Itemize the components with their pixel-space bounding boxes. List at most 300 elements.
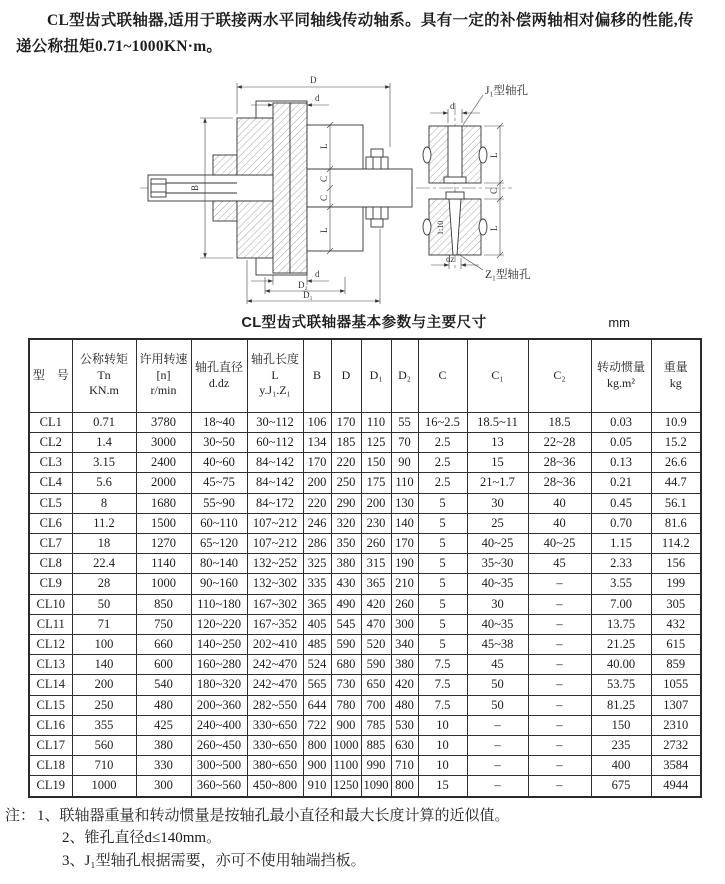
table-cell: CL9 — [29, 574, 72, 594]
table-cell: CL17 — [29, 735, 72, 755]
table-cell: CL12 — [29, 634, 72, 654]
table-cell: 28~36 — [528, 453, 591, 473]
table-cell: 132~252 — [247, 554, 303, 574]
table-cell: 132~302 — [247, 574, 303, 594]
table-cell: 1.4 — [72, 432, 136, 452]
column-header: D₁ — [361, 339, 391, 413]
table-cell: 30 — [467, 594, 528, 614]
table-cell: 7.00 — [591, 594, 651, 614]
table-cell: 330~650 — [247, 735, 303, 755]
table-cell: 700 — [361, 695, 391, 715]
table-cell: 480 — [136, 695, 191, 715]
table-cell: 300~500 — [191, 756, 247, 776]
table-cell: 730 — [331, 675, 361, 695]
table-cell: 40 — [528, 513, 591, 533]
table-cell: 260 — [361, 533, 391, 553]
table-cell: 780 — [331, 695, 361, 715]
table-cell: 530 — [391, 715, 418, 735]
table-cell: 644 — [303, 695, 331, 715]
table-cell: 15.2 — [651, 432, 701, 452]
table-cell: 380 — [136, 735, 191, 755]
table-cell: 84~142 — [247, 453, 303, 473]
table-cell: 134 — [303, 432, 331, 452]
table-cell: 120~220 — [191, 614, 247, 634]
table-cell: 2.33 — [591, 554, 651, 574]
table-cell: 10 — [418, 756, 467, 776]
table-cell: – — [528, 735, 591, 755]
table-cell: CL13 — [29, 655, 72, 675]
table-row — [29, 574, 701, 594]
table-cell: 60~110 — [191, 513, 247, 533]
table-body — [29, 412, 701, 796]
table-cell: 50 — [467, 695, 528, 715]
table-cell: 0.70 — [591, 513, 651, 533]
table-cell: 246 — [303, 513, 331, 533]
table-cell: – — [528, 594, 591, 614]
table-cell: 45 — [467, 655, 528, 675]
table-row — [29, 533, 701, 553]
table-cell: 660 — [136, 634, 191, 654]
table-cell: 315 — [361, 554, 391, 574]
j1-hole-label: J₁型轴孔 — [485, 84, 528, 97]
table-cell: 110~180 — [191, 594, 247, 614]
table-cell: 16~2.5 — [418, 412, 467, 432]
intro-paragraph: CL型齿式联轴器,适用于联接两水平同轴线传动轴系。具有一定的补偿两轴相对偏移的性能,传递公称扭矩0.71~1000KN·m。 — [16, 12, 694, 56]
dim-label-d-bottom: d — [315, 268, 320, 279]
table-cell: CL8 — [29, 554, 72, 574]
table-cell: 40 — [528, 493, 591, 513]
dim-label-C2: C — [319, 194, 329, 201]
table-cell: CL10 — [29, 594, 72, 614]
table-cell: 1680 — [136, 493, 191, 513]
column-header: 许用转速 [n] r/min — [136, 339, 191, 413]
table-cell: 520 — [361, 634, 391, 654]
table-cell: 170 — [303, 453, 331, 473]
table-cell: 282~550 — [247, 695, 303, 715]
table-cell: 5 — [418, 554, 467, 574]
column-header: 轴孔长度 L y.J₁.Z₁ — [247, 339, 303, 413]
table-cell: 100 — [72, 634, 136, 654]
note-line — [5, 805, 725, 828]
table-cell: 300 — [136, 776, 191, 797]
table-cell: 785 — [361, 715, 391, 735]
notes-label: 注： — [5, 807, 36, 824]
table-cell: – — [528, 675, 591, 695]
table-cell: CL1 — [29, 412, 72, 432]
table-cell: 3584 — [651, 756, 701, 776]
table-cell: 18.5 — [528, 412, 591, 432]
table-cell: 615 — [651, 634, 701, 654]
table-cell: 107~212 — [247, 513, 303, 533]
table-cell: 0.05 — [591, 432, 651, 452]
table-cell: 432 — [651, 614, 701, 634]
table-cell: 7.5 — [418, 655, 467, 675]
table-cell: 524 — [303, 655, 331, 675]
table-cell: 3000 — [136, 432, 191, 452]
column-header: 公称转矩 Tn KN.m — [72, 339, 136, 413]
diagram-area — [0, 63, 725, 310]
parameters-table — [28, 338, 702, 798]
table-cell: 160~280 — [191, 655, 247, 675]
table-cell: 10.9 — [651, 412, 701, 432]
table-cell: 420 — [391, 675, 418, 695]
table-cell: 240~400 — [191, 715, 247, 735]
table-cell: 5 — [418, 574, 467, 594]
table-cell: 0.21 — [591, 473, 651, 493]
table-cell: 90 — [391, 453, 418, 473]
table-cell: 1140 — [136, 554, 191, 574]
table-cell: 81.25 — [591, 695, 651, 715]
table-cell: 5 — [418, 513, 467, 533]
table-cell: – — [528, 634, 591, 654]
column-header: 轴孔直径 d.dz — [191, 339, 247, 413]
table-cell: 140 — [391, 513, 418, 533]
table-cell: 1250 — [331, 776, 361, 797]
table-cell: 5 — [418, 594, 467, 614]
table-cell: 1270 — [136, 533, 191, 553]
table-header-row — [29, 339, 701, 413]
table-cell: 185 — [331, 432, 361, 452]
table-cell: – — [528, 715, 591, 735]
table-cell: 202~410 — [247, 634, 303, 654]
dim-label-d-small: d — [450, 100, 455, 111]
table-cell: 800 — [303, 735, 331, 755]
table-cell: 260 — [391, 594, 418, 614]
table-cell: 140~250 — [191, 634, 247, 654]
table-cell: 170 — [331, 412, 361, 432]
column-header: C — [418, 339, 467, 413]
table-cell: 150 — [591, 715, 651, 735]
table-row — [29, 493, 701, 513]
table-cell: 350 — [331, 533, 361, 553]
table-cell: 200 — [72, 675, 136, 695]
table-cell: 242~470 — [247, 675, 303, 695]
table-cell: 230 — [361, 513, 391, 533]
table-cell: 22.4 — [72, 554, 136, 574]
table-cell: 480 — [391, 695, 418, 715]
table-cell: 5 — [418, 533, 467, 553]
table-cell: 81.6 — [651, 513, 701, 533]
table-cell: 325 — [303, 554, 331, 574]
table-cell: 55 — [391, 412, 418, 432]
notes-section — [5, 805, 725, 873]
column-header: C₂ — [528, 339, 591, 413]
shaft-key — [151, 179, 166, 197]
table-cell: 900 — [331, 715, 361, 735]
table-cell: 405 — [303, 614, 331, 634]
table-cell: 170 — [391, 533, 418, 553]
table-cell: 199 — [651, 574, 701, 594]
table-cell: 40~25 — [528, 533, 591, 553]
table-cell: 190 — [391, 554, 418, 574]
table-cell: 60~112 — [247, 432, 303, 452]
table-cell: 2310 — [651, 715, 701, 735]
table-title: CL型齿式联轴器基本参数与主要尺寸 — [241, 314, 487, 331]
table-cell: – — [467, 756, 528, 776]
table-cell: 45~75 — [191, 473, 247, 493]
dim-label-L4: L — [489, 225, 499, 231]
table-cell: – — [528, 574, 591, 594]
note-item-1: 1、联轴器重量和转动惯量是按轴孔最小直径和最大长度计算的近似值。 — [37, 807, 510, 824]
table-cell: 305 — [651, 594, 701, 614]
table-cell: 850 — [136, 594, 191, 614]
table-cell: 0.03 — [591, 412, 651, 432]
table-cell: 180~320 — [191, 675, 247, 695]
dim-label-L2: L — [319, 227, 329, 233]
table-cell: 1000 — [331, 735, 361, 755]
table-cell: 21.25 — [591, 634, 651, 654]
table-cell: CL18 — [29, 756, 72, 776]
table-cell: 114.2 — [651, 533, 701, 553]
table-cell: – — [528, 614, 591, 634]
table-cell: 65~120 — [191, 533, 247, 553]
shaft-hole-views — [423, 100, 487, 268]
table-cell: 3.55 — [591, 574, 651, 594]
table-cell: 1100 — [331, 756, 361, 776]
table-cell: 50 — [467, 675, 528, 695]
table-cell: 380~650 — [247, 756, 303, 776]
table-cell: 26.6 — [651, 453, 701, 473]
table-cell: 1307 — [651, 695, 701, 715]
table-cell: CL5 — [29, 493, 72, 513]
table-cell: 130 — [391, 493, 418, 513]
table-row — [29, 756, 701, 776]
table-cell: 110 — [361, 412, 391, 432]
table-cell: 2.5 — [418, 432, 467, 452]
table-cell: 425 — [136, 715, 191, 735]
table-cell: 1090 — [361, 776, 391, 797]
table-cell: 70 — [391, 432, 418, 452]
dim-label-B: B — [190, 184, 200, 191]
column-header: 转动惯量 kg.m² — [591, 339, 651, 413]
column-header: C₁ — [467, 339, 528, 413]
table-cell: CL3 — [29, 453, 72, 473]
table-cell: CL2 — [29, 432, 72, 452]
table-cell: 590 — [331, 634, 361, 654]
table-cell: 30~50 — [191, 432, 247, 452]
table-cell: 2732 — [651, 735, 701, 755]
table-cell: 630 — [391, 735, 418, 755]
coupling-section-drawing — [0, 63, 725, 305]
table-cell: – — [467, 776, 528, 797]
dim-label-C1: C — [319, 175, 329, 182]
table-cell: 380 — [331, 554, 361, 574]
table-cell: 8 — [72, 493, 136, 513]
table-cell: 107~212 — [247, 533, 303, 553]
table-cell: 320 — [331, 513, 361, 533]
table-cell: 18.5~11 — [467, 412, 528, 432]
table-cell: 167~302 — [247, 594, 303, 614]
table-row — [29, 554, 701, 574]
table-cell: 540 — [136, 675, 191, 695]
table-cell: 1500 — [136, 513, 191, 533]
table-cell: 53.75 — [591, 675, 651, 695]
table-cell: CL11 — [29, 614, 72, 634]
table-cell: 260~450 — [191, 735, 247, 755]
table-cell: 565 — [303, 675, 331, 695]
table-cell: 0.45 — [591, 493, 651, 513]
table-cell: 859 — [651, 655, 701, 675]
table-cell: 470 — [361, 614, 391, 634]
table-cell: 0.71 — [72, 412, 136, 432]
table-cell: 4944 — [651, 776, 701, 797]
table-cell: 330~650 — [247, 715, 303, 735]
table-cell: 56.1 — [651, 493, 701, 513]
table-cell: 600 — [136, 655, 191, 675]
table-cell: – — [528, 655, 591, 675]
table-cell: 220 — [303, 493, 331, 513]
table-cell: 210 — [391, 574, 418, 594]
table-cell: 220 — [331, 453, 361, 473]
table-cell: 380 — [391, 655, 418, 675]
table-row — [29, 453, 701, 473]
table-cell: 18 — [72, 533, 136, 553]
dim-label-D2: D₂ — [298, 279, 308, 290]
table-cell: 28~36 — [528, 473, 591, 493]
table-cell: CL16 — [29, 715, 72, 735]
column-header: B — [303, 339, 331, 413]
note-item-3: 3、J₁型轴孔根据需要，亦可不使用轴端挡板。 — [62, 852, 366, 869]
table-cell: 5 — [418, 493, 467, 513]
table-cell: 175 — [361, 473, 391, 493]
table-cell: 485 — [303, 634, 331, 654]
table-cell: 11.2 — [72, 513, 136, 533]
table-cell: 18~40 — [191, 412, 247, 432]
table-cell: 990 — [361, 756, 391, 776]
table-cell: 250 — [331, 473, 361, 493]
table-cell: 13.75 — [591, 614, 651, 634]
table-cell: 156 — [651, 554, 701, 574]
table-cell: 90~160 — [191, 574, 247, 594]
table-cell: 21~1.7 — [467, 473, 528, 493]
table-cell: 250 — [72, 695, 136, 715]
table-cell: 300 — [391, 614, 418, 634]
dim-label-D1: D₁ — [303, 289, 313, 300]
table-cell: 30 — [467, 493, 528, 513]
table-cell: 140 — [72, 655, 136, 675]
table-cell: CL4 — [29, 473, 72, 493]
table-cell: 25 — [467, 513, 528, 533]
table-row — [29, 594, 701, 614]
table-cell: 330 — [136, 756, 191, 776]
table-row — [29, 634, 701, 654]
table-cell: 44.7 — [651, 473, 701, 493]
table-cell: 1055 — [651, 675, 701, 695]
table-cell: 355 — [72, 715, 136, 735]
table-cell: 10 — [418, 735, 467, 755]
table-cell: 400 — [591, 756, 651, 776]
z1-hole-label: Z₁型轴孔 — [485, 268, 531, 281]
table-cell: – — [528, 695, 591, 715]
table-cell: 2000 — [136, 473, 191, 493]
table-cell: 45~38 — [467, 634, 528, 654]
table-cell: 1000 — [72, 776, 136, 797]
table-row — [29, 695, 701, 715]
table-cell: 150 — [361, 453, 391, 473]
table-cell: 40~35 — [467, 574, 528, 594]
dim-label-D: D — [310, 74, 317, 85]
table-cell: 125 — [361, 432, 391, 452]
table-cell: 290 — [331, 493, 361, 513]
table-cell: 45 — [528, 554, 591, 574]
table-cell: 15 — [418, 776, 467, 797]
table-cell: 885 — [361, 735, 391, 755]
table-cell: 35~30 — [467, 554, 528, 574]
table-cell: 7.5 — [418, 695, 467, 715]
table-cell: 340 — [391, 634, 418, 654]
table-cell: 910 — [303, 776, 331, 797]
table-cell: 710 — [391, 756, 418, 776]
table-cell: CL6 — [29, 513, 72, 533]
table-cell: 55~90 — [191, 493, 247, 513]
table-cell: 40~25 — [467, 533, 528, 553]
table-caption — [28, 312, 700, 334]
table-cell: 450~800 — [247, 776, 303, 797]
table-row — [29, 675, 701, 695]
table-cell: 167~352 — [247, 614, 303, 634]
table-row — [29, 432, 701, 452]
table-cell: 200 — [303, 473, 331, 493]
table-cell: CL7 — [29, 533, 72, 553]
dim-label-dz: dz — [446, 253, 455, 264]
table-cell: 13 — [467, 432, 528, 452]
table-cell: CL19 — [29, 776, 72, 797]
table-cell: 1.15 — [591, 533, 651, 553]
table-cell: 2400 — [136, 453, 191, 473]
table-cell: 3780 — [136, 412, 191, 432]
table-cell: – — [467, 715, 528, 735]
table-cell: 15 — [467, 453, 528, 473]
dim-label-C3: C — [489, 187, 499, 194]
table-cell: 80~140 — [191, 554, 247, 574]
j1-hole-view — [423, 126, 487, 183]
z1-hole-view — [423, 192, 487, 255]
table-cell: 1000 — [136, 574, 191, 594]
table-cell: 722 — [303, 715, 331, 735]
table-cell: 3.15 — [72, 453, 136, 473]
table-row — [29, 655, 701, 675]
column-header: 型 号 — [29, 339, 72, 413]
table-cell: 560 — [72, 735, 136, 755]
table-cell: 5 — [418, 614, 467, 634]
table-cell: 235 — [591, 735, 651, 755]
table-row — [29, 473, 701, 493]
table-cell: 2.5 — [418, 473, 467, 493]
column-header: D — [331, 339, 361, 413]
dim-label-L1: L — [319, 143, 329, 149]
table-cell: 800 — [391, 776, 418, 797]
document-page — [0, 8, 725, 884]
dim-label-d-top: d — [315, 92, 320, 103]
table-cell: 40~35 — [467, 614, 528, 634]
table-cell: 5 — [418, 634, 467, 654]
table-cell: 10 — [418, 715, 467, 735]
table-cell: 7.5 — [418, 675, 467, 695]
table-cell: 30~112 — [247, 412, 303, 432]
table-cell: 750 — [136, 614, 191, 634]
table-cell: 200 — [361, 493, 391, 513]
table-cell: 420 — [361, 594, 391, 614]
table-cell: – — [528, 756, 591, 776]
table-cell: 545 — [331, 614, 361, 634]
table-cell: 242~470 — [247, 655, 303, 675]
table-row — [29, 614, 701, 634]
table-cell: 675 — [591, 776, 651, 797]
table-row — [29, 412, 701, 432]
table-cell: 71 — [72, 614, 136, 634]
table-cell: 650 — [361, 675, 391, 695]
table-cell: 110 — [391, 473, 418, 493]
